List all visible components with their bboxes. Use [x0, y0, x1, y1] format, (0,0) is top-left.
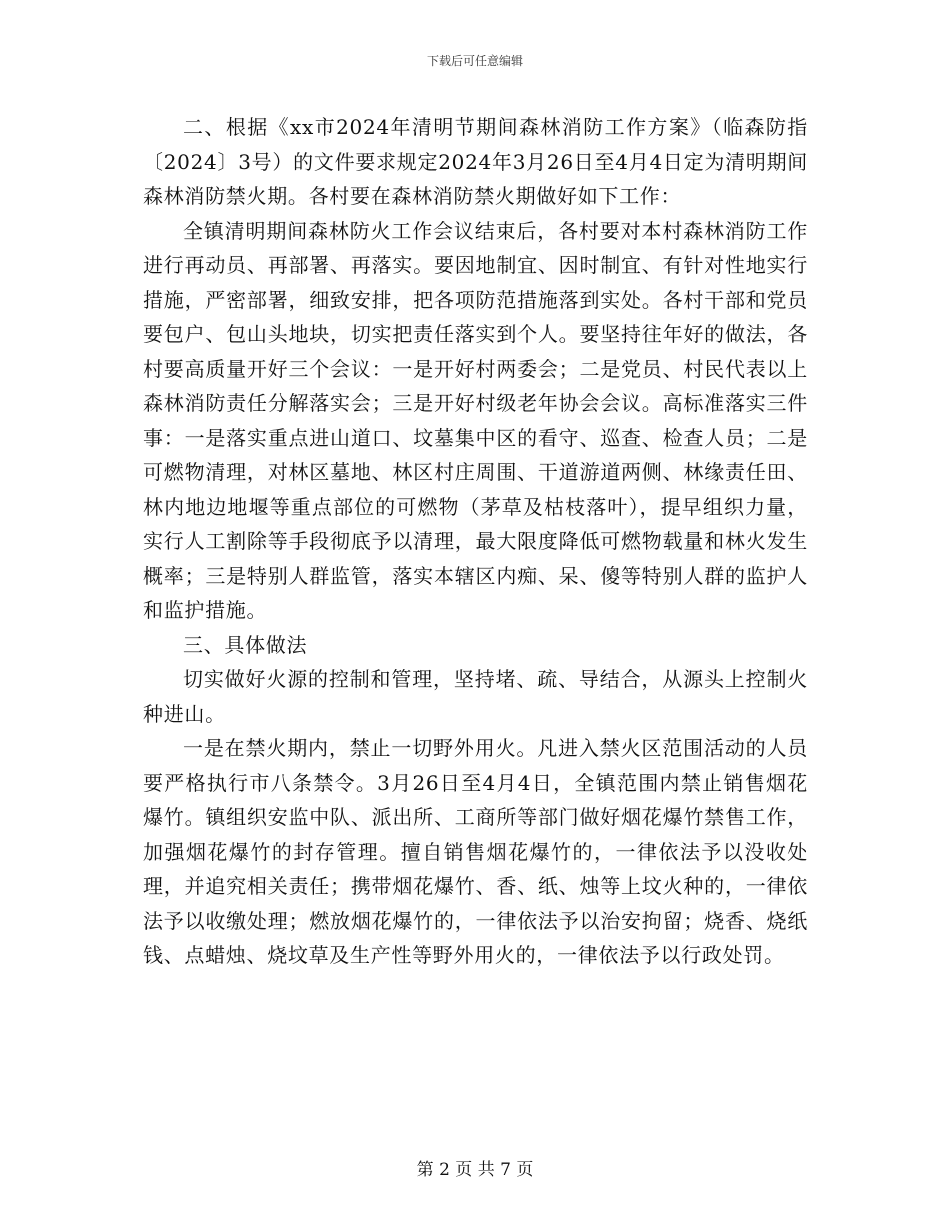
document-body: [143, 110, 808, 973]
page-number: 第 2 页 共 7 页: [416, 1160, 534, 1180]
paragraph-fire-source-control: 切实做好火源的控制和管理，坚持堵、疏、导结合，从源头上控制火种进山。: [143, 667, 808, 726]
paragraph-fire-ban: 一是在禁火期内，禁止一切野外用火。凡进入禁火区范围活动的人员要严格执行市八条禁令。3月26日至4月4日，全镇范围内禁止销售烟花爆竹。镇组织安监中队、派出所、工商所等部门做好烟花爆竹禁售工作，加强烟花爆竹的封存管理。擅自销售烟花爆竹的，一律依法予以没收处理，并追究相关责任；携带烟花爆竹、香、纸、烛等上坟火种的，一律依法予以收缴处理；燃放烟花爆竹的，一律依法予以治安拘留；烧香、烧纸钱、点蜡烛、烧坟草及生产性等野外用火的，一律依法予以行政处罚。: [143, 736, 808, 967]
paragraph-section-two: 二、根据《xx市2024年清明节期间森林消防工作方案》（临森防指〔2024〕3号）的文件要求规定2024年3月26日至4月4日定为清明期间森林消防禁火期。各村要在森林消防禁火期做好如下工作：: [143, 115, 808, 208]
paragraph-meeting-work: 全镇清明期间森林防火工作会议结束后，各村要对本村森林消防工作进行再动员、再部署、再落实。要因地制宜、因时制宜、有针对性地实行措施，严密部署，细致安排，把各项防范措施落到实处。各村干部和党员要包户、包山头地块，切实把责任落实到个人。要坚持往年好的做法，各村要高质量开好三个会议：一是开好村两委会；二是党员、村民代表以上森林消防责任分解落实会；三是开好村级老年协会会议。高标准落实三件事：一是落实重点进山道口、坟墓集中区的看守、巡查、检查人员；二是可燃物清理，对林区墓地、林区村庄周围、干道游道两侧、林缘责任田、林内地边地堰等重点部位的可燃物（茅草及枯枝落叶），提早组织力量，实行人工割除等手段彻底予以清理，最大限度降低可燃物载量和林火发生概率；三是特别人群监管，落实本辖区内痴、呆、傻等特别人群的监护人和监护措施。: [143, 218, 808, 622]
section-heading-three: 三、具体做法: [183, 632, 308, 657]
page-header-note: 下载后可任意编辑: [426, 54, 523, 68]
